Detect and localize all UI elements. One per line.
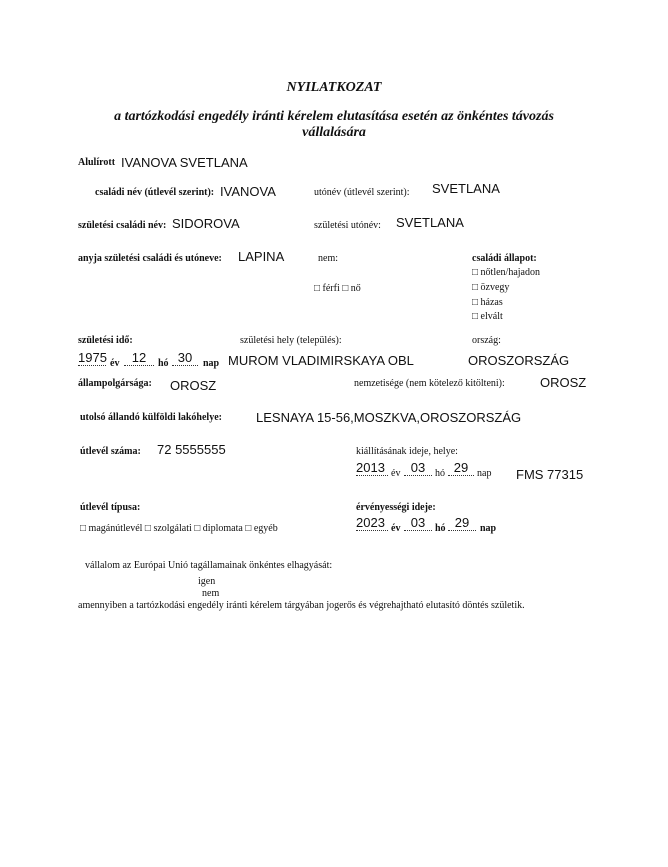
birth-month-unit: hó (158, 358, 169, 369)
citizenship-label: állampolgársága: (78, 378, 152, 389)
passport-issue-month[interactable]: 03 (404, 460, 432, 476)
passport-valid-month-unit: hó (435, 523, 446, 534)
passport-issue-place[interactable]: FMS 77315 (516, 467, 584, 482)
passport-valid-year[interactable]: 2023 (356, 515, 388, 531)
birth-given-name-value[interactable]: SVETLANA (396, 215, 464, 230)
birth-place-label: születési hely (település): (240, 335, 342, 346)
passport-valid-day[interactable]: 29 (448, 515, 476, 531)
nationality-label: nemzetisége (nem kötelező kitölteni): (354, 378, 505, 389)
marital-option-single[interactable]: □ nőtlen/hajadon (472, 267, 540, 278)
sex-label: nem: (318, 253, 338, 264)
birth-place-value[interactable]: MUROM VLADIMIRSKAYA OBL (228, 353, 414, 368)
birth-country-value[interactable]: OROSZORSZÁG (468, 353, 570, 368)
passport-valid-day-unit: nap (480, 523, 497, 534)
passport-validity-label: érvényességi ideje: (356, 502, 436, 513)
passport-type-label: útlevél típusa: (80, 502, 141, 513)
birth-month[interactable]: 12 (124, 350, 154, 366)
birth-year-unit: év (110, 358, 120, 369)
marital-option-married[interactable]: □ házas (472, 297, 503, 308)
marital-status-label: családi állapot: (472, 253, 537, 264)
passport-number-label: útlevél száma: (80, 446, 141, 457)
residence-value[interactable]: LESNAYA 15-56,MOSZKVA,OROSZORSZÁG (256, 410, 522, 425)
birth-family-name-value[interactable]: SIDOROVA (172, 216, 240, 231)
family-name-label: családi név (útlevél szerint): (95, 187, 215, 198)
document-subtitle-line2: vállalására (302, 125, 366, 140)
passport-issue-label: kiállításának ideje, helye: (356, 446, 458, 457)
birth-given-name-label: születési utónév: (314, 220, 381, 231)
birth-date-label: születési idő: (78, 335, 133, 346)
document-subtitle-line1: a tartózkodási engedély iránti kérelem elutasítása esetén az önkéntes távozás (114, 109, 554, 124)
given-name-label: utónév (útlevél szerint): (314, 187, 410, 198)
family-name-value[interactable]: IVANOVA (220, 184, 276, 199)
passport-issue-day-unit: nap (477, 468, 492, 479)
passport-issue-day[interactable]: 29 (448, 460, 474, 476)
residence-label: utolsó állandó külföldi lakóhelye: (80, 412, 222, 423)
given-name-value[interactable]: SVETLANA (432, 181, 500, 196)
birth-year[interactable]: 1975 (78, 350, 107, 365)
passport-number-value[interactable]: 72 5555555 (157, 442, 226, 457)
undertaking-yes[interactable]: igen (198, 576, 216, 587)
citizenship-value[interactable]: OROSZ (170, 378, 217, 393)
nationality-value[interactable]: OROSZ (540, 375, 587, 390)
birth-family-name-label: születési családi név: (78, 220, 167, 231)
passport-issue-month-unit: hó (435, 468, 445, 479)
passport-issue-year[interactable]: 2013 (356, 460, 388, 476)
birth-day[interactable]: 30 (172, 350, 198, 366)
mother-name-value[interactable]: LAPINA (238, 249, 285, 264)
undertaking-no[interactable]: nem (202, 588, 220, 599)
sex-options[interactable]: □ férfi □ nő (314, 283, 361, 294)
birth-country-label: ország: (472, 335, 501, 346)
document-title: NYILATKOZAT (286, 80, 382, 95)
marital-option-widowed[interactable]: □ özvegy (472, 282, 510, 293)
mother-name-label: anyja születési családi és utóneve: (78, 253, 222, 264)
undertaking-condition: amennyiben a tartózkodási engedély iránti kérelem tárgyában jogerős és végrehajtható elutasító döntés születik. (78, 600, 525, 611)
passport-issue-year-unit: év (391, 468, 401, 479)
passport-valid-year-unit: év (391, 523, 401, 534)
passport-valid-month[interactable]: 03 (404, 515, 432, 531)
marital-option-divorced[interactable]: □ elvált (472, 311, 503, 322)
passport-type-options[interactable]: □ magánútlevél □ szolgálati □ diplomata □ egyéb (80, 523, 278, 534)
undertaking-intro: vállalom az Európai Unió tagállamainak önkéntes elhagyását: (85, 560, 333, 571)
signer-value[interactable]: IVANOVA SVETLANA (121, 155, 248, 170)
signer-label: Alulírott (78, 157, 116, 168)
birth-day-unit: nap (203, 358, 220, 369)
